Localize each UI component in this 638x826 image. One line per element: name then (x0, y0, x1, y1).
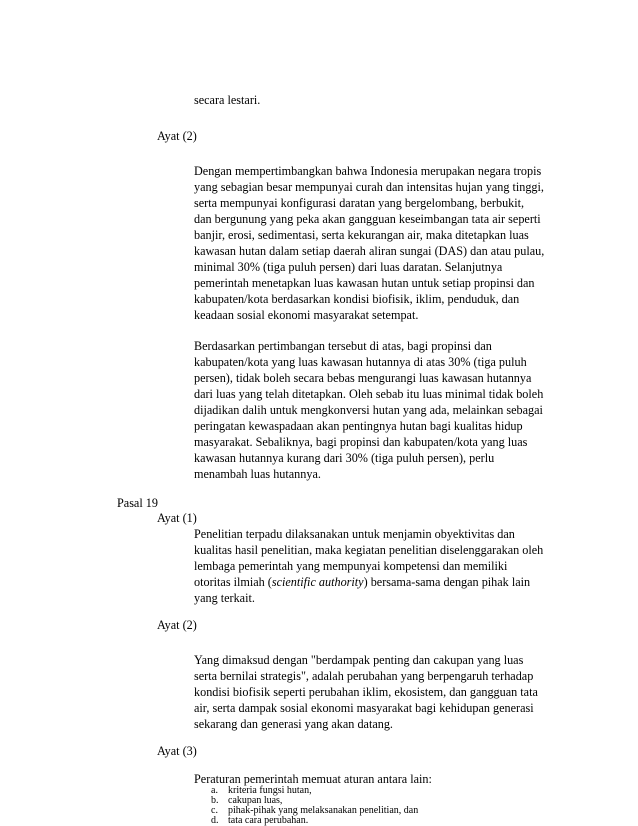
text-line: yang sebagian besar mempunyai curah dan intensitas hujan yang tinggi, (194, 180, 544, 194)
text-line: dan bergunung yang peka akan gangguan keseimbangan tata air seperti (194, 212, 541, 226)
text-line: kualitas hasil penelitian, maka kegiatan penelitian diselenggarakan oleh (194, 543, 544, 557)
text-line (194, 575, 530, 590)
text-line: banjir, erosi, sedimentasi, serta kekurangan air, maka ditetapkan luas (194, 228, 529, 242)
text-line: masyarakat. Sebaliknya, bagi propinsi dan kabupaten/kota yang luas (194, 435, 528, 449)
text-line: pemerintah menetapkan luas kawasan hutan untuk setiap propinsi dan (194, 276, 535, 290)
pasal-19-ayat-3-heading: Ayat (3) (157, 744, 197, 758)
list-item-text: tata cara perubahan. (228, 815, 309, 826)
text-line: Berdasarkan pertimbangan tersebut di atas, bagi propinsi dan (194, 339, 492, 353)
text-line: keadaan sosial ekonomi masyarakat setempat. (194, 308, 419, 322)
text-line: serta mempunyai konfigurasi daratan yang bergelombang, berbukit, (194, 196, 525, 210)
text-line: Dengan mempertimbangkan bahwa Indonesia merupakan negara tropis (194, 164, 542, 178)
text-line: minimal 30% (tiga puluh persen) dari luas daratan. Selanjutnya (194, 260, 503, 274)
list-item-text: kriteria fungsi hutan, (228, 785, 312, 796)
text-line: sekarang dan generasi yang akan datang. (194, 717, 393, 731)
continuation-text: secara lestari. (194, 93, 261, 107)
text-line: peringatan kewaspadaan akan pentingnya hutan bagi kualitas hidup (194, 419, 523, 433)
text-line: dari luas yang telah ditetapkan. Oleh sebab itu luas minimal tidak boleh (194, 387, 544, 401)
text-run: otoritas ilmiah ( (194, 575, 272, 589)
text-line: serta bernilai strategis", adalah perubahan yang berpengaruh terhadap (194, 669, 534, 683)
text-line: kawasan hutan dalam setiap daerah aliran sungai (DAS) dan atau pulau, (194, 244, 545, 258)
list-item-text: pihak-pihak yang melaksanakan penelitian, dan (228, 805, 419, 816)
text-line: yang terkait. (194, 591, 255, 605)
text-line: lembaga pemerintah yang mempunyai kompetensi dan memiliki (194, 559, 508, 573)
text-line: air, serta dampak sosial ekonomi masyarakat bagi kehidupan generasi (194, 701, 534, 715)
text-line: kabupaten/kota berdasarkan kondisi biofisik, iklim, penduduk, dan (194, 292, 520, 306)
text-line: Yang dimaksud dengan "berdampak penting dan cakupan yang luas (194, 653, 524, 667)
list-marker: b. (211, 795, 219, 806)
list-item-text: cakupan luas, (228, 795, 283, 806)
text-line: Penelitian terpadu dilaksanakan untuk menjamin obyektivitas dan (194, 527, 515, 541)
italic-term: scientific authority (271, 575, 364, 589)
pasal-19-ayat-3-intro: Peraturan pemerintah memuat aturan antara lain: (194, 772, 432, 786)
text-line: dijadikan dalih untuk mengkonversi hutan yang ada, melainkan sebagai (194, 403, 543, 417)
text-line: persen), tidak boleh secara bebas mengurangi luas kawasan hutannya (194, 371, 532, 385)
list-marker: c. (211, 805, 218, 816)
text-line: kabupaten/kota yang luas kawasan hutannya di atas 30% (tiga puluh (194, 355, 527, 369)
pasal-19-ayat-1-heading: Ayat (1) (157, 511, 197, 525)
ayat-2-heading: Ayat (2) (157, 129, 197, 143)
list-marker: d. (211, 815, 219, 826)
list-marker: a. (211, 785, 218, 796)
text-line: kondisi biofisik seperti perubahan iklim, ekosistem, dan gangguan tata (194, 685, 538, 699)
text-run: ) bersama-sama dengan pihak lain (363, 575, 531, 589)
text-line: kawasan hutannya kurang dari 30% (tiga puluh persen), perlu (194, 451, 495, 465)
pasal-19-ayat-2-heading: Ayat (2) (157, 618, 197, 632)
text-line: menambah luas hutannya. (194, 467, 321, 481)
pasal-19-heading: Pasal 19 (117, 496, 158, 510)
